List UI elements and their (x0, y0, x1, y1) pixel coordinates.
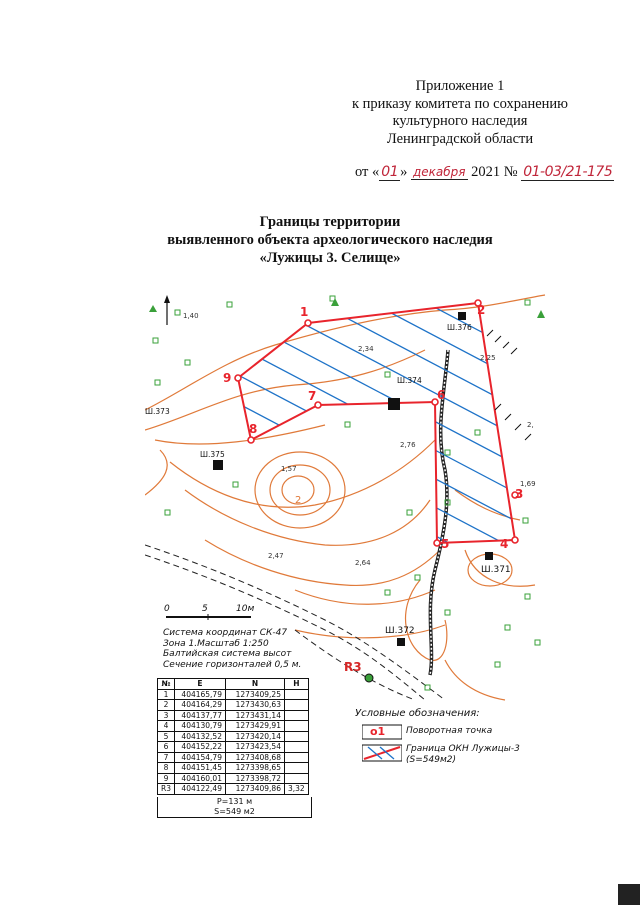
pit-label: Ш.371 (481, 565, 511, 575)
legend-point (362, 724, 493, 743)
cell (284, 731, 308, 742)
pit-label: Ш.373 (145, 407, 170, 416)
elevation: 2,64 (355, 559, 371, 567)
cell: 5 (158, 731, 175, 742)
cell: 1273398,72 (225, 773, 284, 784)
table-row (158, 689, 309, 700)
elevation: 2,76 (400, 441, 416, 449)
table-row (158, 700, 309, 711)
title-line: «Лужицы 3. Селище» (259, 250, 401, 266)
cell: 404132,52 (174, 731, 225, 742)
cell: 404122,49 (174, 784, 225, 795)
table-row (158, 773, 309, 784)
appendix-line: Приложение 1 (415, 78, 505, 94)
point-label: 9 (223, 371, 232, 385)
elevation: 1,57 (281, 465, 297, 473)
cell (284, 763, 308, 774)
table-row (158, 763, 309, 774)
table-row (158, 784, 309, 795)
cell: 404154,79 (174, 752, 225, 763)
column-header: № (158, 679, 175, 690)
elevation-labels (183, 312, 536, 567)
scale-bar-graphic (166, 614, 266, 628)
cell: 1273408,68 (225, 752, 284, 763)
pit-label: Ш.375 (200, 450, 225, 459)
cell: 404152,22 (174, 742, 225, 753)
table-summary (157, 797, 312, 818)
cell: 7 (158, 752, 175, 763)
cell: 404137,77 (174, 710, 225, 721)
coordinates-table (157, 678, 309, 795)
pit-label: Ш.374 (397, 376, 422, 385)
order-mid: » (400, 164, 408, 180)
table-row (158, 742, 309, 753)
legend-point-code: о1 (370, 725, 386, 738)
cell: 404165,79 (174, 689, 225, 700)
cell: 1273409,86 (225, 784, 284, 795)
elevation: 2, (527, 421, 534, 429)
cell: 1273420,14 (225, 731, 284, 742)
cell: 4 (158, 721, 175, 732)
order-from: от « (355, 164, 380, 180)
cell: 1273423,54 (225, 742, 284, 753)
point-label: 3 (515, 487, 524, 501)
table-row (158, 752, 309, 763)
column-header: N (225, 679, 284, 690)
cell (284, 710, 308, 721)
cell: 1273429,91 (225, 721, 284, 732)
info-line: Зона 1.Масштаб 1:250 (163, 638, 269, 649)
legend-boundary-label: Граница ОКН Лужицы-3 (406, 744, 520, 754)
turning-points (235, 300, 518, 546)
title-line: Границы территории (259, 214, 401, 230)
cell: 404164,29 (174, 700, 225, 711)
order-number: 01-03/21-175 (523, 164, 613, 180)
corner-mark (618, 884, 640, 905)
r3-label: R3 (344, 660, 362, 674)
legend-point-label: Поворотная точка (406, 726, 493, 736)
table-header-row (158, 679, 309, 690)
cell: 6 (158, 742, 175, 753)
cell: 8 (158, 763, 175, 774)
column-header: H (284, 679, 308, 690)
cell: R3 (158, 784, 175, 795)
appendix-header (300, 78, 620, 148)
point-label: 4 (500, 537, 509, 551)
area: S=549 м2 (214, 807, 255, 816)
appendix-line: к приказу комитета по сохранению (351, 95, 568, 112)
appendix-line: Ленинградской области (386, 130, 534, 147)
pit-markers (213, 312, 493, 646)
order-line (355, 164, 614, 181)
r3-benchmark (365, 674, 373, 682)
info-line: Сечение горизонталей 0,5 м. (163, 659, 302, 670)
cell (284, 752, 308, 763)
cell (284, 721, 308, 732)
elevation: 2,47 (268, 552, 284, 560)
point-label: 5 (441, 537, 450, 551)
point-label: 7 (308, 389, 317, 403)
order-month: декабря (412, 165, 466, 179)
cell: 1273398,65 (225, 763, 284, 774)
column-header: E (174, 679, 225, 690)
elevation: 1,69 (520, 480, 536, 488)
document-title (100, 213, 560, 267)
cell: 2 (158, 700, 175, 711)
order-year: 2021 № (471, 164, 518, 180)
perimeter: P=131 м (216, 797, 253, 806)
pit-label: Ш.376 (447, 323, 472, 332)
table-row (158, 721, 309, 732)
point-label: 8 (249, 422, 258, 436)
elevation: 2 (295, 495, 302, 506)
cell (284, 742, 308, 753)
cell (284, 689, 308, 700)
elevation: 2,34 (358, 345, 374, 353)
scale-zero: 0 (164, 604, 170, 614)
cell: 1273409,25 (225, 689, 284, 700)
legend-boundary (362, 744, 520, 765)
cell: 1 (158, 689, 175, 700)
legend-boundary-symbol (362, 744, 402, 762)
point-label: 2 (477, 303, 486, 317)
point-labels (223, 303, 523, 551)
tree-icons (149, 298, 545, 318)
cell: 3,32 (284, 784, 308, 795)
cell: 3 (158, 710, 175, 721)
cell: 404160,01 (174, 773, 225, 784)
cell (284, 773, 308, 784)
info-line: Система координат СК-47 (163, 628, 288, 638)
cell (284, 700, 308, 711)
info-line: Балтийская система высот (163, 649, 292, 659)
legend-boundary-area: (S=549м2) (406, 755, 456, 765)
cell: 1273431,14 (225, 710, 284, 721)
elevation: 1,40 (183, 312, 199, 320)
appendix-line: культурного наследия (392, 113, 528, 129)
order-day: 01 (381, 164, 399, 180)
title-line: выявленного объекта археологического наследия (167, 232, 493, 248)
cell: 404130,79 (174, 721, 225, 732)
cell: 9 (158, 773, 175, 784)
table-row (158, 731, 309, 742)
cell: 1273430,63 (225, 700, 284, 711)
point-label: 6 (437, 388, 446, 402)
cell: 404151,45 (174, 763, 225, 774)
survey-info (163, 628, 301, 670)
scale-five: 5 (202, 604, 208, 614)
point-label: 1 (300, 305, 309, 319)
table-row (158, 710, 309, 721)
legend-title: Условные обозначения: (355, 708, 480, 719)
elevation: 2,25 (480, 354, 496, 362)
north-arrow (164, 295, 170, 325)
scale-ten: 10м (236, 604, 255, 614)
pit-label: Ш.372 (385, 626, 415, 636)
